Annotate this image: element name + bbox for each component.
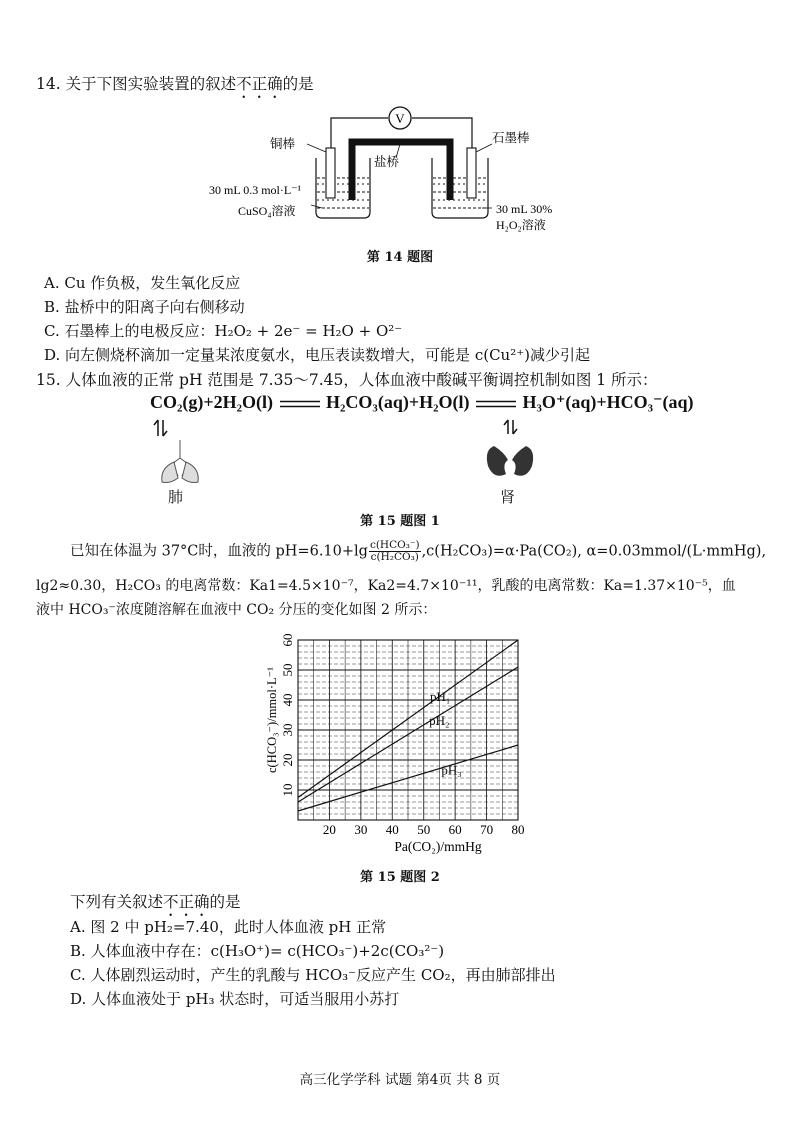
q15-option-c[interactable]: [70, 964, 556, 985]
option-text: 人体血液处于 pH₃ 状态时，可适当服用小苏打: [91, 990, 400, 1008]
q14-stem-before: 关于下图实验装置的叙述: [65, 75, 237, 93]
kidney-icon: [487, 446, 533, 476]
y-axis-label: c(HCO₃⁻)/mmol·L⁻¹: [265, 666, 279, 774]
q15-question-after: 的是: [209, 893, 241, 911]
q14-option-d[interactable]: [44, 344, 590, 365]
q15-given-line-3: 液中 HCO₃⁻浓度随溶解在血液中 CO₂ 分压的变化如图 2 所示：: [36, 602, 437, 618]
x-tick-label: 50: [417, 822, 431, 837]
q14-option-b[interactable]: [44, 296, 245, 317]
y-tick-label: 30: [280, 723, 295, 737]
x-tick-label: 20: [322, 822, 336, 837]
q15-stem-text: 人体血液的正常 pH 范围是 7.35～7.45，人体血液中酸碱平衡调控机制如图 1 所示：: [65, 371, 658, 389]
option-label: B.: [70, 942, 86, 960]
x-tick-label: 40: [385, 822, 399, 837]
y-tick-label: 60: [280, 633, 295, 647]
right-beaker: [432, 158, 488, 218]
eq-part-1: CO₂(g)+2H₂O(l): [150, 392, 274, 412]
q15-figure2-caption: 第 15 题图 2: [360, 870, 440, 885]
q14-option-a[interactable]: [44, 272, 240, 293]
y-tick-label: 10: [280, 783, 295, 797]
fraction-numerator: c(HCO₃⁻): [369, 539, 420, 551]
eq-part-2: H₂CO₃(aq)+H₂O(l): [326, 392, 470, 412]
q14-figure-caption: 第 14 题图: [366, 250, 434, 265]
x-tick-label: 80: [511, 822, 525, 837]
option-label: A.: [70, 918, 86, 936]
q15-given-line-2: lg2≈0.30，H₂CO₃ 的电离常数：Ka1=4.5×10⁻⁷，Ka2=4.7×10⁻¹¹，乳酸的电离常数：Ka=1.37×10⁻⁵，血: [36, 578, 736, 594]
x-tick-label: 60: [448, 822, 462, 837]
q15-number: 15.: [36, 371, 61, 389]
option-text: Cu 作负极，发生氧化反应: [64, 274, 241, 292]
q15-stem: [36, 368, 658, 390]
fraction-denominator: c(H₂CO₃): [370, 551, 419, 563]
option-label: D.: [70, 990, 87, 1008]
hco3-chart: [250, 632, 550, 864]
x-axis-label: Pa(CO₂)/mmHg: [394, 839, 482, 854]
q14-number: 14.: [36, 75, 61, 93]
q14-stem: [36, 72, 314, 102]
option-text: 图 2 中 pH₂=7.40，此时人体血液 pH 正常: [90, 918, 387, 936]
lung-label: 肺: [168, 488, 184, 506]
x-tick-label: 30: [354, 822, 368, 837]
given-text-a: 已知在体温为 37°C时，血液的 pH=6.10+lg: [70, 543, 368, 560]
given-text-b: ,c(H₂CO₃)=α·Pa(CO₂), α=0.03mmol/(L·mmHg),: [421, 543, 767, 560]
q14-stem-emphasis: 不正确: [236, 75, 283, 93]
voltmeter-label: V: [395, 111, 405, 126]
salt-bridge: [352, 142, 450, 200]
option-label: D.: [44, 346, 61, 364]
q15-given-line-1: [70, 540, 766, 563]
salt-bridge-label: 盐桥: [374, 155, 400, 169]
page-footer: 高三化学学科 试题 第4页 共 8 页: [299, 1072, 501, 1088]
option-text: 人体血液中存在：c(H₃O⁺)= c(HCO₃⁻)+2c(CO₃²⁻): [90, 942, 445, 960]
q14-option-c[interactable]: [44, 320, 402, 341]
eq-part-3: H₃O⁺(aq)+HCO₃⁻(aq): [522, 392, 694, 412]
x-tick-label: 70: [480, 822, 494, 837]
lung-icon: [162, 440, 199, 483]
q15-figure1-caption: 第 15 题图 1: [360, 514, 440, 529]
q14-stem-after: 的是: [282, 75, 314, 93]
given-fraction: [369, 540, 421, 563]
left-solution-label-1: 30 mL 0.3 mol·L⁻¹: [209, 183, 302, 197]
lung-figure: [150, 418, 220, 488]
option-label: A.: [44, 274, 60, 292]
q15-option-b[interactable]: [70, 940, 444, 961]
option-text: 向左侧烧杯滴加一定量某浓度氨水，电压表读数增大，可能是 c(Cu²⁺)减少引起: [65, 346, 590, 364]
series-label-2: pH₂: [429, 713, 450, 729]
y-tick-label: 40: [280, 693, 295, 707]
equilibrium-equation: [150, 392, 694, 413]
q15-question-emphasis: 不正确: [163, 893, 210, 911]
series-label-3: pH₃: [441, 762, 462, 778]
option-label: B.: [44, 298, 60, 316]
q15-question-before: 下列有关叙述: [70, 893, 164, 911]
option-text: 盐桥中的阳离子向右侧移动: [64, 298, 245, 316]
option-text: 石墨棒上的电极反应：H₂O₂ + 2e⁻ = H₂O + O²⁻: [64, 322, 403, 340]
copper-rod: [326, 148, 335, 198]
series-label-1: pH₁: [430, 689, 451, 704]
graphite-rod: [467, 148, 476, 198]
y-tick-label: 20: [280, 753, 295, 767]
kidney-figure: [482, 418, 542, 488]
option-label: C.: [70, 966, 86, 984]
kidney-label: 肾: [500, 488, 516, 506]
copper-rod-label: 铜棒: [270, 137, 296, 151]
right-solution-label-1: 30 mL 30%: [496, 202, 553, 216]
q15-option-d[interactable]: [70, 988, 399, 1009]
left-solution-label-2: CuSO₄溶液: [238, 204, 296, 218]
graphite-rod-label: 石墨棒: [492, 131, 530, 145]
equilibrium-arrow-icon: [474, 398, 518, 410]
y-tick-label: 50: [280, 663, 295, 677]
q15-option-a[interactable]: [70, 916, 386, 937]
q14-apparatus-figure: [200, 100, 600, 235]
left-beaker: [316, 158, 370, 218]
option-label: C.: [44, 322, 60, 340]
right-solution-label-2: H₂O₂溶液: [496, 218, 546, 232]
equilibrium-arrow-icon: [278, 398, 322, 410]
option-text: 人体剧烈运动时，产生的乳酸与 HCO₃⁻反应产生 CO₂，再由肺部排出: [90, 966, 556, 984]
